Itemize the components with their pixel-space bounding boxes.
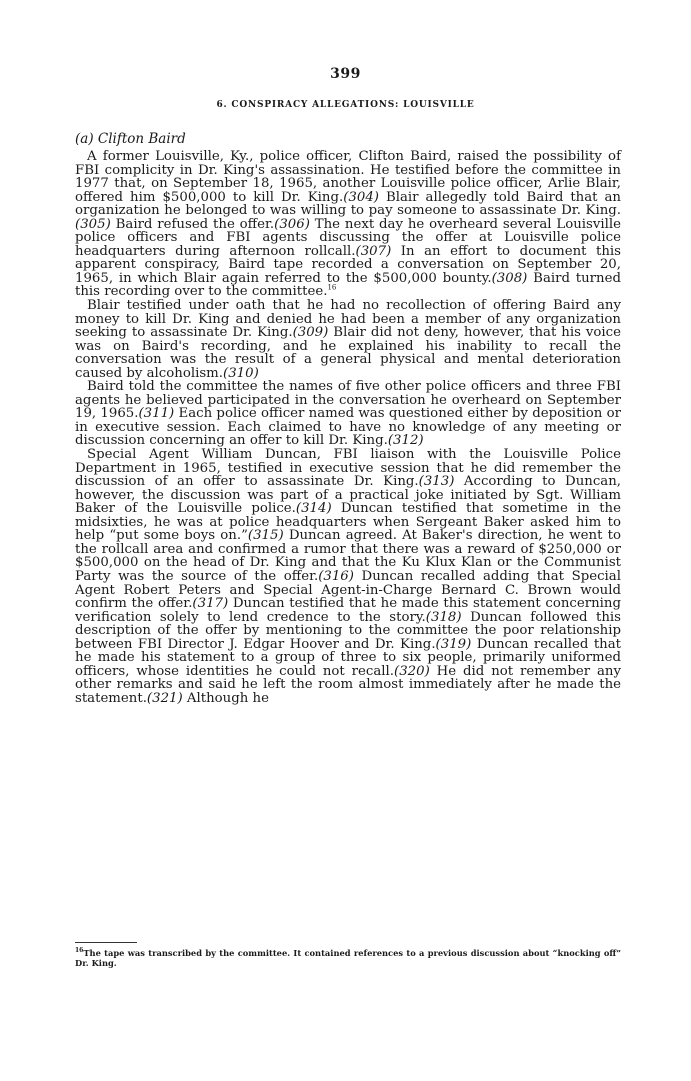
citation-reference: (320) — [394, 663, 430, 679]
page-number: 399 — [330, 66, 361, 82]
footnote-text: The tape was transcribed by the committee. It contained references to a previous discussion about “knocking off” Dr. King. — [75, 948, 621, 968]
citation-reference: (312) — [387, 433, 424, 449]
footnote-marker: 16 — [75, 947, 84, 955]
citation-reference: (305) — [75, 216, 111, 232]
citation-reference: (316) — [318, 568, 354, 584]
paragraph-text: Blair did not deny, however, that his voice was on Baird's recording, and he explained his inability to recall the conversation was the result of a general physical and mental deterioration caused by alcoholism. — [75, 325, 621, 381]
section-title: 6. CONSPIRACY ALLEGATIONS: LOUISVILLE — [216, 100, 475, 110]
paragraph-text: Duncan recalled adding that Special Agent Robert Peters and Special Agent-in-Charge Bernard C. Brown would confirm the offer. — [75, 568, 621, 612]
citation-reference: (319) — [435, 636, 472, 652]
body-text — [75, 150, 621, 705]
citation-reference: (306) — [274, 216, 310, 232]
citation-reference: (309) — [292, 325, 329, 341]
citation-reference: (314) — [295, 501, 332, 517]
citation-reference: (317) — [192, 596, 229, 612]
citation-reference: (308) — [491, 270, 528, 286]
citation-reference: (315) — [247, 528, 284, 544]
paragraph — [75, 448, 621, 705]
citation-reference: (313) — [418, 474, 455, 490]
subsection-heading: (a) Clifton Baird — [75, 131, 186, 147]
footnote-reference: 16 — [327, 284, 337, 293]
paragraph-text: Blair allegedly told Baird that an organization he belonged to was willing to pay someone to assassinate Dr. King. — [75, 189, 621, 219]
paragraph-text: Baird refused the offer. — [110, 216, 275, 232]
footnote-divider — [75, 942, 137, 943]
paragraph — [75, 380, 621, 448]
citation-reference: (311) — [138, 406, 175, 422]
paragraph-text: Each police officer named was questioned either by deposition or in executive session. Each claimed to have no knowledge of any meeting or discussion concerning an offer to kill Dr. King. — [75, 406, 621, 449]
paragraph-text: Baird told the committee the names of five other police officers and three FBI agents he believed participated in the conversation he overheard on September 19, 1965. — [75, 379, 621, 422]
paragraph-text: Duncan recalled that he made his statement to a group of three to six people, primarily uniformed officers, whose identities he could not recall. — [75, 636, 621, 679]
paragraph — [75, 150, 621, 299]
paragraph-text: Duncan testified that sometime in the midsixties, he was at police headquarters when Sergeant Baker asked him to help “put some boys on.” — [75, 501, 621, 544]
paragraph-text: The next day he overheard several Louisville police officers and FBI agents discussing the offer at Louisville police headquarters during afternoon rollcall. — [75, 216, 621, 259]
paragraph-text: According to Duncan, however, the discussion was part of a practical joke initiated by Sgt. William Baker of the Louisville police. — [75, 474, 621, 517]
paragraph-text: In an effort to document this apparent conspiracy, Baird tape recorded a conversation on September 20, 1965, in which Blair again referred to the $500,000 bounty. — [75, 243, 621, 286]
citation-reference: (304) — [343, 189, 379, 205]
citation-reference: (307) — [355, 243, 392, 259]
paragraph-text: Duncan agreed. At Baker's direction, he went to the rollcall area and confirmed a rumor that there was a reward of $250,000 or $500,000 on the head of Dr. King and that the Ku Klux Klan or the Communist Party was the source of the offer. — [75, 528, 621, 584]
paragraph-text: Duncan testified that he made this statement concerning verification solely to lend credence to the story. — [75, 596, 621, 625]
paragraph-text: He did not remember any other remarks and said he left the room almost immediately after he made the statement. — [75, 663, 621, 706]
paragraph-text: Special Agent William Duncan, FBI liaison with the Louisville Police Department in 1965, testified in executive session that he did remember the discussion of an offer to assassinate Dr. King. — [75, 447, 621, 490]
citation-reference: (310) — [223, 365, 259, 381]
citation-reference: (321) — [146, 690, 183, 706]
paragraph-text: Baird turned this recording over to the committee. — [75, 270, 621, 300]
paragraph-text: Blair testified under oath that he had no recollection of offering Baird any money to kill Dr. King and denied he had been a member of any organization seeking to assassinate Dr. King. — [75, 298, 621, 341]
footnote — [75, 948, 621, 968]
paragraph-text: A former Louisville, Ky., police officer, Clifton Baird, raised the possibility of FBI complicity in Dr. King's assassination. He testified before the committee in 1977 that, on September 18, 1965, another Louisville police officer, Arlie Blair, offered him $500,000 to kill Dr. King. — [75, 149, 621, 205]
citation-reference: (318) — [425, 609, 462, 625]
paragraph-text: Duncan followed this description of the offer by mentioning to the committee the poor relationship between FBI Director J. Edgar Hoover and Dr. King. — [75, 609, 622, 652]
paragraph — [75, 299, 621, 380]
paragraph-text: Although he — [182, 690, 269, 706]
